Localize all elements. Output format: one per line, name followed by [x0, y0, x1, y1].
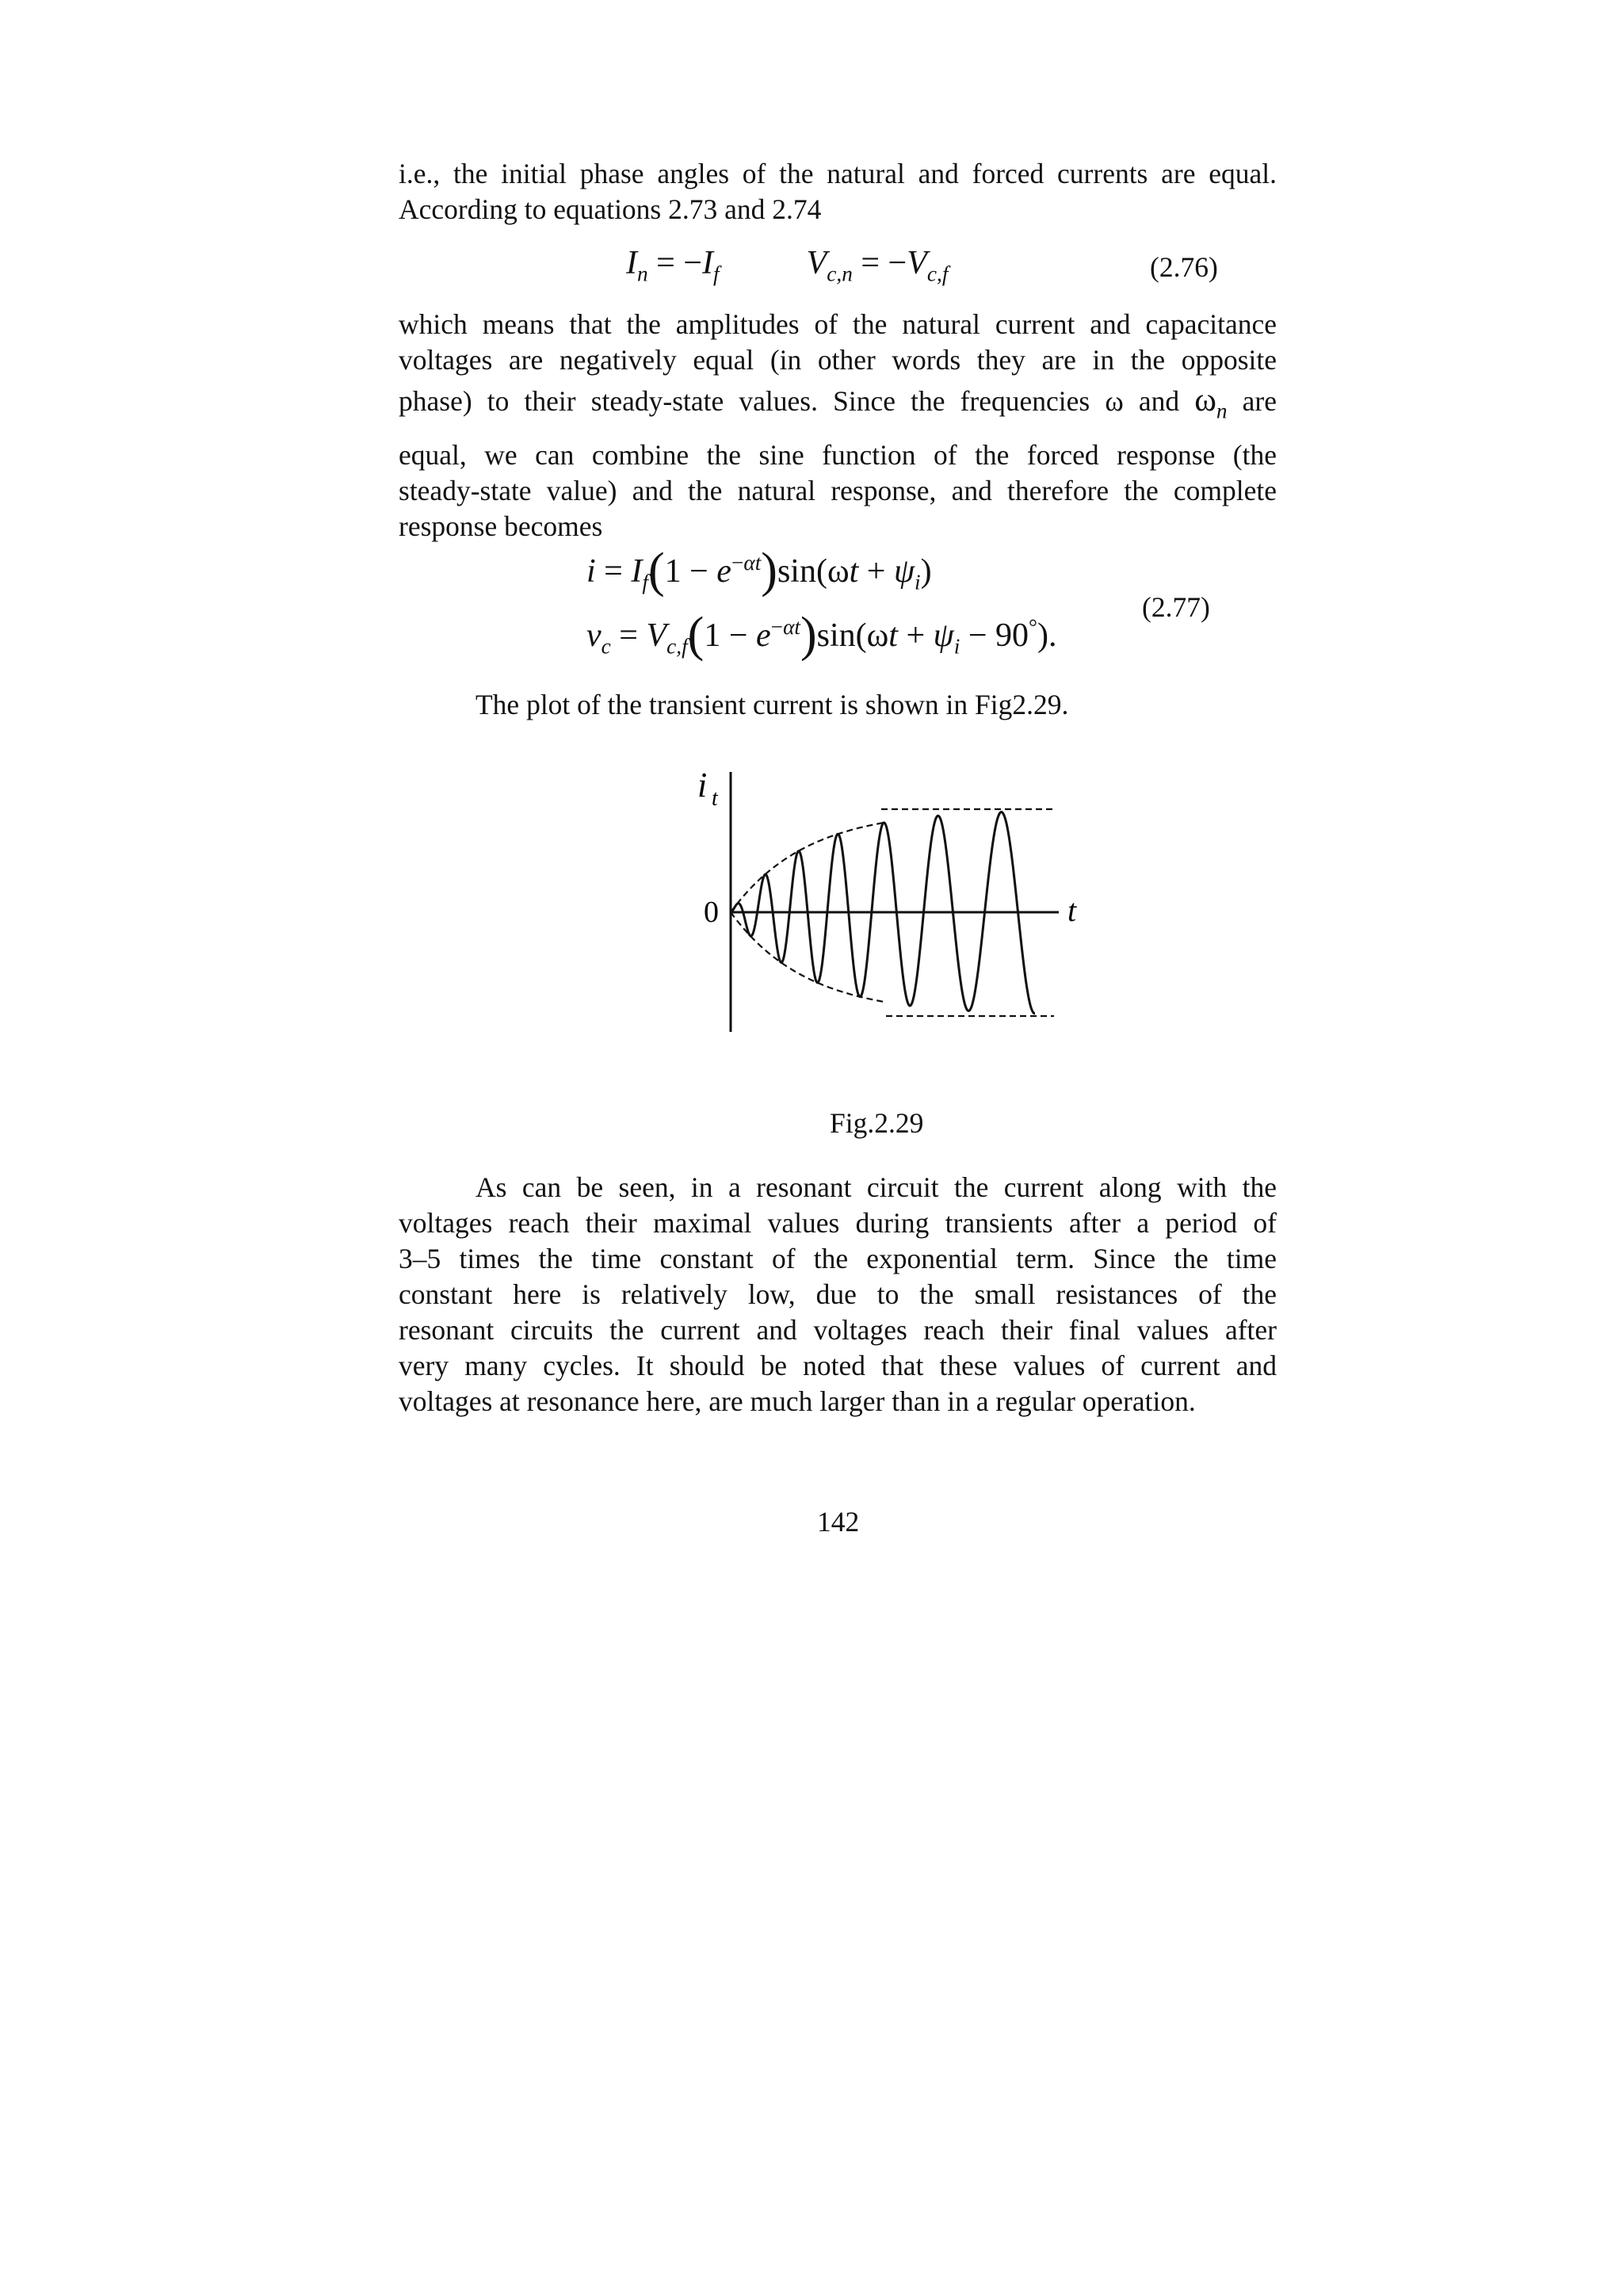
equation-2-77-current: $i = I_f(1 - e^{-\alpha t})\sin(\omega t + \psi_i)$	[586, 544, 932, 598]
text-line: equal, we can combine the sine function of the forced response (the	[399, 439, 1277, 472]
equation-number: (2.76)	[1150, 251, 1218, 283]
text-line-with-omega: phase) to their steady-state values. Since the frequencies ω and $\omega_n$ are	[399, 382, 1277, 423]
origin-label: 0	[704, 896, 719, 929]
text-line: which means that the amplitudes of the natural current and capacitance	[399, 308, 1277, 340]
text-line: According to equations 2.73 and 2.74	[399, 193, 822, 225]
text-line: steady-state value) and the natural response, and therefore the complete	[399, 475, 1277, 507]
text-line: very many cycles. It should be noted that these values of current and	[399, 1350, 1277, 1381]
text-line: voltages at resonance here, are much larger than in a regular operation.	[399, 1385, 1196, 1417]
text-line: response becomes	[399, 510, 603, 543]
y-axis-label: i	[697, 766, 708, 804]
figure-intro-text: The plot of the transient current is shown in Fig2.29.	[475, 689, 1069, 720]
upper-envelope	[731, 823, 886, 913]
equation-number: (2.77)	[1142, 591, 1210, 623]
figure-caption: Fig.2.29	[830, 1107, 924, 1139]
page-number: 142	[817, 1506, 860, 1538]
text-line: resonant circuits the current and voltages reach their final values after	[399, 1314, 1277, 1346]
text-line: constant here is relatively low, due to the small resistances of the	[399, 1278, 1277, 1310]
paragraph-resonance	[399, 1170, 1277, 1419]
text-fragment: are	[1227, 385, 1277, 417]
x-axis-label: t	[1067, 892, 1077, 928]
figure-2-29	[0, 0, 1623, 1070]
text-line: As can be seen, in a resonant circuit the current along with the	[475, 1171, 1277, 1203]
y-axis-label-subscript: t	[712, 786, 718, 811]
text-line: i.e., the initial phase angles of the natural and forced currents are equal.	[399, 158, 1277, 189]
text-fragment: phase) to their steady-state values. Since the frequencies ω and	[399, 385, 1195, 417]
text-line: voltages are negatively equal (in other words they are in the opposite	[399, 344, 1277, 376]
text-line: voltages reach their maximal values during transients after a period of	[399, 1207, 1277, 1239]
text-line: 3–5 times the time constant of the exponential term. Since the time	[399, 1243, 1277, 1274]
equation-2-76: $I_n = -I_f$ $V_{c,n} = -V_{c,f}$	[626, 245, 949, 286]
equation-2-77-voltage: $v_c = V_{c,f}(1 - e^{-\alpha t})\sin(\omega t + \psi_i - 90^\circ)$.	[586, 608, 1057, 662]
